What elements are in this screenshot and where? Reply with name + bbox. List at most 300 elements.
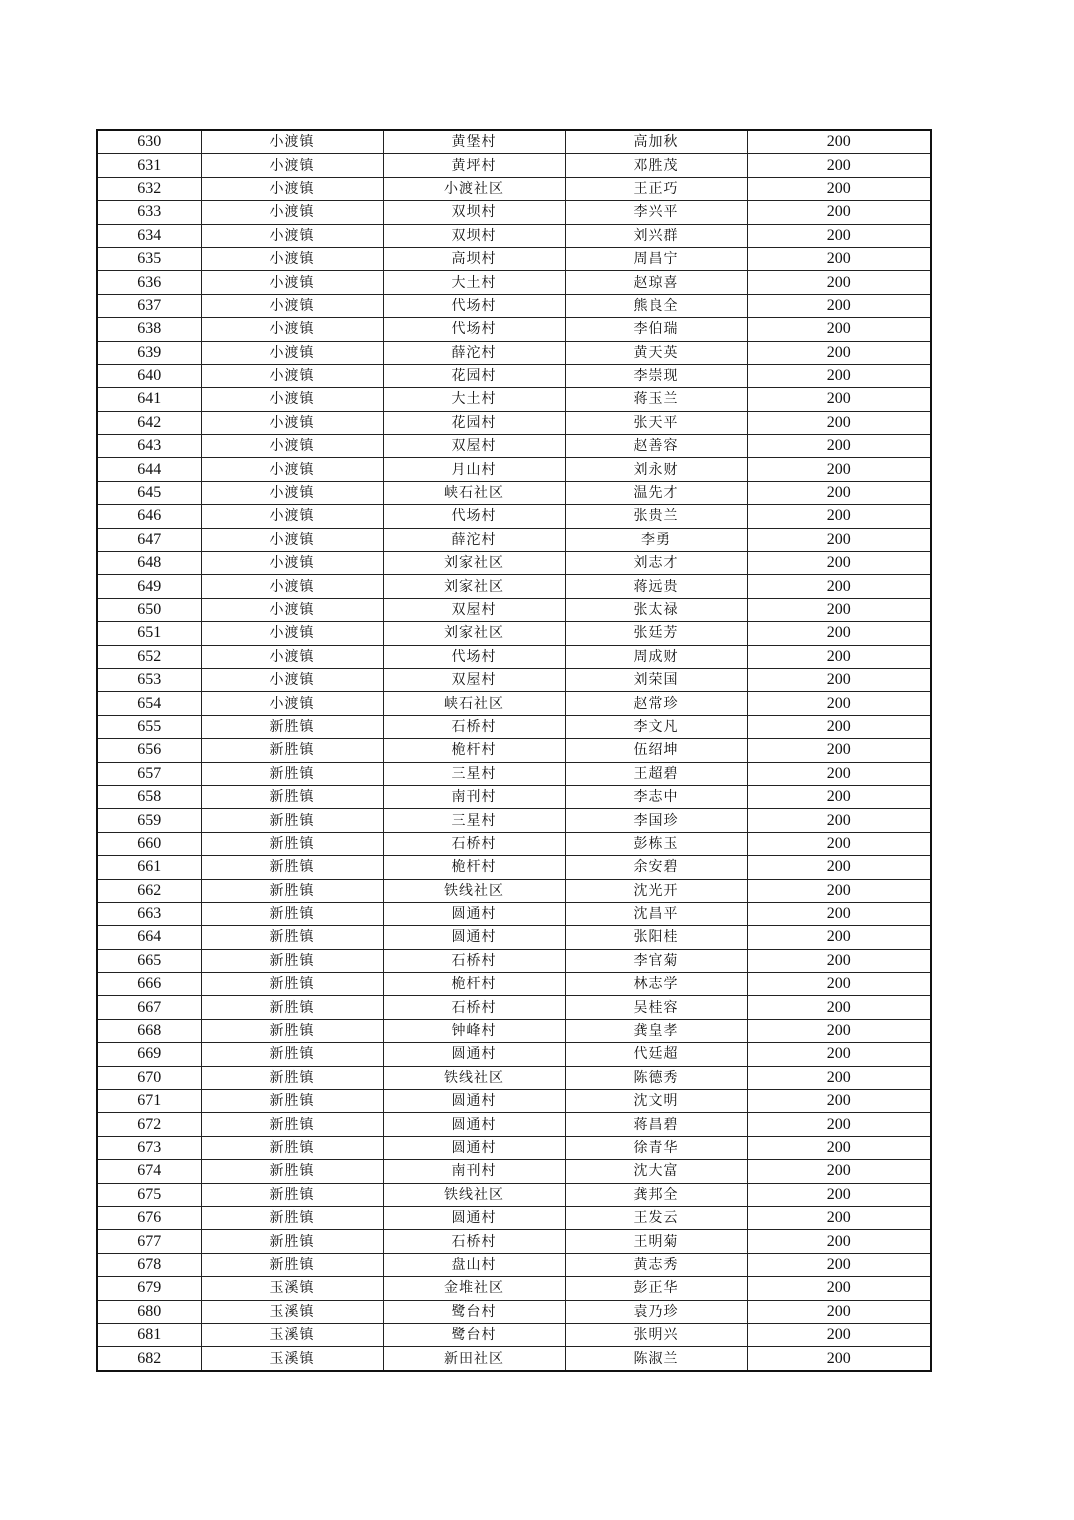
town-cell: 小渡镇 [201,201,383,224]
amount-cell: 200 [747,1160,931,1183]
row-number-cell: 676 [97,1206,201,1229]
village-cell: 刘家社区 [383,575,565,598]
amount-cell: 200 [747,739,931,762]
row-number-cell: 637 [97,294,201,317]
table-row [97,598,931,621]
table-row [97,1206,931,1229]
town-cell: 玉溪镇 [201,1277,383,1300]
amount-cell: 200 [747,856,931,879]
amount-cell: 200 [747,1019,931,1042]
row-number-cell: 638 [97,318,201,341]
row-number-cell: 636 [97,271,201,294]
amount-cell: 200 [747,996,931,1019]
table-row [97,1136,931,1159]
village-cell: 月山村 [383,458,565,481]
town-cell: 新胜镇 [201,1113,383,1136]
town-cell: 新胜镇 [201,1090,383,1113]
town-cell: 小渡镇 [201,318,383,341]
name-cell: 周成财 [565,645,747,668]
amount-cell: 200 [747,785,931,808]
table-row [97,973,931,996]
row-number-cell: 666 [97,973,201,996]
town-cell: 小渡镇 [201,411,383,434]
name-cell: 李崇现 [565,364,747,387]
village-cell: 大土村 [383,388,565,411]
town-cell: 小渡镇 [201,154,383,177]
table-row [97,856,931,879]
table-row [97,1323,931,1346]
amount-cell: 200 [747,505,931,528]
table-row [97,668,931,691]
row-number-cell: 652 [97,645,201,668]
village-cell: 双坝村 [383,201,565,224]
town-cell: 新胜镇 [201,973,383,996]
table-row [97,1183,931,1206]
village-cell: 黄坪村 [383,154,565,177]
name-cell: 龚皇孝 [565,1019,747,1042]
table-row [97,715,931,738]
amount-cell: 200 [747,458,931,481]
table-row [97,294,931,317]
table-row [97,154,931,177]
village-cell: 峡石社区 [383,692,565,715]
amount-cell: 200 [747,224,931,247]
name-cell: 沈大富 [565,1160,747,1183]
row-number-cell: 657 [97,762,201,785]
village-cell: 大土村 [383,271,565,294]
table-row [97,271,931,294]
name-cell: 沈文明 [565,1090,747,1113]
amount-cell: 200 [747,294,931,317]
table-row [97,575,931,598]
village-cell: 南刊村 [383,1160,565,1183]
village-cell: 三星村 [383,809,565,832]
name-cell: 张太禄 [565,598,747,621]
town-cell: 新胜镇 [201,809,383,832]
village-cell: 代场村 [383,505,565,528]
amount-cell: 200 [747,364,931,387]
town-cell: 新胜镇 [201,902,383,925]
row-number-cell: 654 [97,692,201,715]
row-number-cell: 681 [97,1323,201,1346]
village-cell: 花园村 [383,364,565,387]
name-cell: 赵常珍 [565,692,747,715]
amount-cell: 200 [747,1300,931,1323]
village-cell: 刘家社区 [383,552,565,575]
town-cell: 新胜镇 [201,785,383,808]
table-row [97,949,931,972]
amount-cell: 200 [747,645,931,668]
row-number-cell: 641 [97,388,201,411]
name-cell: 王超碧 [565,762,747,785]
row-number-cell: 659 [97,809,201,832]
table-row [97,1230,931,1253]
row-number-cell: 673 [97,1136,201,1159]
amount-cell: 200 [747,1090,931,1113]
town-cell: 小渡镇 [201,341,383,364]
village-cell: 桅杆村 [383,856,565,879]
row-number-cell: 639 [97,341,201,364]
name-cell: 龚邦全 [565,1183,747,1206]
village-cell: 新田社区 [383,1347,565,1371]
amount-cell: 200 [747,552,931,575]
name-cell: 王发云 [565,1206,747,1229]
document-table-container [96,129,930,1372]
town-cell: 新胜镇 [201,715,383,738]
row-number-cell: 678 [97,1253,201,1276]
table-row [97,458,931,481]
amount-cell: 200 [747,154,931,177]
table-row [97,739,931,762]
village-cell: 代场村 [383,294,565,317]
amount-cell: 200 [747,341,931,364]
name-cell: 黄志秀 [565,1253,747,1276]
village-cell: 钟峰村 [383,1019,565,1042]
name-cell: 李兴平 [565,201,747,224]
town-cell: 新胜镇 [201,832,383,855]
row-number-cell: 665 [97,949,201,972]
name-cell: 张明兴 [565,1323,747,1346]
village-cell: 代场村 [383,318,565,341]
name-cell: 温先才 [565,481,747,504]
table-row [97,201,931,224]
town-cell: 玉溪镇 [201,1323,383,1346]
amount-cell: 200 [747,926,931,949]
village-cell: 圆通村 [383,1043,565,1066]
name-cell: 陈淑兰 [565,1347,747,1371]
town-cell: 新胜镇 [201,996,383,1019]
village-cell: 桅杆村 [383,739,565,762]
row-number-cell: 645 [97,481,201,504]
table-row [97,809,931,832]
table-row [97,224,931,247]
table-row [97,505,931,528]
row-number-cell: 631 [97,154,201,177]
table-row [97,1277,931,1300]
town-cell: 小渡镇 [201,668,383,691]
row-number-cell: 632 [97,177,201,200]
village-cell: 石桥村 [383,996,565,1019]
amount-cell: 200 [747,973,931,996]
table-row [97,318,931,341]
subsidy-list-table [96,129,932,1372]
amount-cell: 200 [747,1113,931,1136]
village-cell: 铁线社区 [383,879,565,902]
table-row [97,926,931,949]
town-cell: 小渡镇 [201,692,383,715]
row-number-cell: 643 [97,435,201,458]
name-cell: 蒋玉兰 [565,388,747,411]
amount-cell: 200 [747,388,931,411]
name-cell: 徐青华 [565,1136,747,1159]
name-cell: 王明菊 [565,1230,747,1253]
amount-cell: 200 [747,201,931,224]
table-row [97,435,931,458]
table-row [97,1300,931,1323]
table-row [97,177,931,200]
village-cell: 圆通村 [383,1206,565,1229]
table-row [97,879,931,902]
village-cell: 金堆社区 [383,1277,565,1300]
table-row [97,1019,931,1042]
row-number-cell: 651 [97,622,201,645]
amount-cell: 200 [747,1043,931,1066]
name-cell: 李伯瑞 [565,318,747,341]
town-cell: 玉溪镇 [201,1300,383,1323]
town-cell: 小渡镇 [201,294,383,317]
name-cell: 张廷芳 [565,622,747,645]
row-number-cell: 662 [97,879,201,902]
row-number-cell: 660 [97,832,201,855]
name-cell: 李国珍 [565,809,747,832]
amount-cell: 200 [747,575,931,598]
village-cell: 小渡社区 [383,177,565,200]
row-number-cell: 672 [97,1113,201,1136]
amount-cell: 200 [747,318,931,341]
town-cell: 新胜镇 [201,1230,383,1253]
row-number-cell: 656 [97,739,201,762]
town-cell: 新胜镇 [201,1066,383,1089]
town-cell: 新胜镇 [201,856,383,879]
village-cell: 刘家社区 [383,622,565,645]
table-body [97,130,931,1371]
amount-cell: 200 [747,130,931,154]
name-cell: 张贵兰 [565,505,747,528]
town-cell: 小渡镇 [201,247,383,270]
amount-cell: 200 [747,1253,931,1276]
name-cell: 沈光开 [565,879,747,902]
town-cell: 小渡镇 [201,458,383,481]
row-number-cell: 658 [97,785,201,808]
town-cell: 小渡镇 [201,622,383,645]
row-number-cell: 646 [97,505,201,528]
table-row [97,1043,931,1066]
village-cell: 峡石社区 [383,481,565,504]
village-cell: 石桥村 [383,715,565,738]
town-cell: 小渡镇 [201,388,383,411]
row-number-cell: 677 [97,1230,201,1253]
name-cell: 张阳桂 [565,926,747,949]
name-cell: 陈德秀 [565,1066,747,1089]
row-number-cell: 630 [97,130,201,154]
amount-cell: 200 [747,1230,931,1253]
name-cell: 蒋远贵 [565,575,747,598]
amount-cell: 200 [747,247,931,270]
town-cell: 新胜镇 [201,949,383,972]
table-row [97,528,931,551]
name-cell: 袁乃珍 [565,1300,747,1323]
village-cell: 薛沱村 [383,528,565,551]
table-row [97,762,931,785]
row-number-cell: 649 [97,575,201,598]
table-row [97,1347,931,1371]
row-number-cell: 655 [97,715,201,738]
table-row [97,1090,931,1113]
amount-cell: 200 [747,879,931,902]
amount-cell: 200 [747,949,931,972]
table-row [97,832,931,855]
name-cell: 蒋昌碧 [565,1113,747,1136]
row-number-cell: 635 [97,247,201,270]
village-cell: 高坝村 [383,247,565,270]
amount-cell: 200 [747,809,931,832]
village-cell: 圆通村 [383,1136,565,1159]
row-number-cell: 664 [97,926,201,949]
row-number-cell: 671 [97,1090,201,1113]
row-number-cell: 648 [97,552,201,575]
table-row [97,996,931,1019]
amount-cell: 200 [747,1206,931,1229]
name-cell: 林志学 [565,973,747,996]
amount-cell: 200 [747,435,931,458]
table-row [97,388,931,411]
town-cell: 小渡镇 [201,645,383,668]
name-cell: 李志中 [565,785,747,808]
village-cell: 石桥村 [383,949,565,972]
name-cell: 周昌宁 [565,247,747,270]
village-cell: 圆通村 [383,1113,565,1136]
name-cell: 刘兴群 [565,224,747,247]
row-number-cell: 640 [97,364,201,387]
row-number-cell: 670 [97,1066,201,1089]
row-number-cell: 644 [97,458,201,481]
name-cell: 余安碧 [565,856,747,879]
name-cell: 刘永财 [565,458,747,481]
name-cell: 代廷超 [565,1043,747,1066]
amount-cell: 200 [747,271,931,294]
table-row [97,481,931,504]
table-row [97,785,931,808]
town-cell: 小渡镇 [201,598,383,621]
name-cell: 刘志才 [565,552,747,575]
village-cell: 黄堡村 [383,130,565,154]
name-cell: 李官菊 [565,949,747,972]
row-number-cell: 669 [97,1043,201,1066]
name-cell: 伍绍坤 [565,739,747,762]
table-row [97,1160,931,1183]
amount-cell: 200 [747,1323,931,1346]
amount-cell: 200 [747,1277,931,1300]
amount-cell: 200 [747,902,931,925]
amount-cell: 200 [747,411,931,434]
name-cell: 王正巧 [565,177,747,200]
row-number-cell: 633 [97,201,201,224]
table-row [97,411,931,434]
town-cell: 小渡镇 [201,575,383,598]
name-cell: 熊良全 [565,294,747,317]
amount-cell: 200 [747,668,931,691]
village-cell: 代场村 [383,645,565,668]
name-cell: 沈昌平 [565,902,747,925]
village-cell: 双屋村 [383,668,565,691]
village-cell: 桅杆村 [383,973,565,996]
name-cell: 高加秋 [565,130,747,154]
town-cell: 小渡镇 [201,130,383,154]
town-cell: 新胜镇 [201,739,383,762]
amount-cell: 200 [747,832,931,855]
town-cell: 新胜镇 [201,1043,383,1066]
row-number-cell: 634 [97,224,201,247]
village-cell: 鹭台村 [383,1323,565,1346]
table-row [97,247,931,270]
village-cell: 薛沱村 [383,341,565,364]
row-number-cell: 679 [97,1277,201,1300]
village-cell: 铁线社区 [383,1066,565,1089]
table-row [97,364,931,387]
table-row [97,1066,931,1089]
table-row [97,622,931,645]
town-cell: 小渡镇 [201,177,383,200]
village-cell: 双屋村 [383,435,565,458]
row-number-cell: 647 [97,528,201,551]
name-cell: 黄天英 [565,341,747,364]
table-row [97,645,931,668]
town-cell: 新胜镇 [201,1206,383,1229]
table-row [97,1113,931,1136]
town-cell: 新胜镇 [201,1136,383,1159]
town-cell: 小渡镇 [201,364,383,387]
amount-cell: 200 [747,622,931,645]
name-cell: 邓胜茂 [565,154,747,177]
name-cell: 吴桂容 [565,996,747,1019]
town-cell: 新胜镇 [201,1253,383,1276]
table-row [97,1253,931,1276]
village-cell: 石桥村 [383,832,565,855]
row-number-cell: 642 [97,411,201,434]
table-row [97,902,931,925]
amount-cell: 200 [747,715,931,738]
town-cell: 新胜镇 [201,1160,383,1183]
name-cell: 赵琼喜 [565,271,747,294]
name-cell: 刘荣国 [565,668,747,691]
village-cell: 鹭台村 [383,1300,565,1323]
village-cell: 双屋村 [383,598,565,621]
amount-cell: 200 [747,1066,931,1089]
village-cell: 盘山村 [383,1253,565,1276]
name-cell: 李勇 [565,528,747,551]
village-cell: 南刊村 [383,785,565,808]
row-number-cell: 663 [97,902,201,925]
table-row [97,130,931,154]
amount-cell: 200 [747,1136,931,1159]
village-cell: 圆通村 [383,926,565,949]
amount-cell: 200 [747,1183,931,1206]
town-cell: 新胜镇 [201,879,383,902]
village-cell: 铁线社区 [383,1183,565,1206]
amount-cell: 200 [747,1347,931,1371]
name-cell: 张天平 [565,411,747,434]
row-number-cell: 680 [97,1300,201,1323]
town-cell: 小渡镇 [201,505,383,528]
village-cell: 双坝村 [383,224,565,247]
amount-cell: 200 [747,528,931,551]
row-number-cell: 682 [97,1347,201,1371]
village-cell: 圆通村 [383,902,565,925]
village-cell: 三星村 [383,762,565,785]
town-cell: 小渡镇 [201,552,383,575]
row-number-cell: 650 [97,598,201,621]
row-number-cell: 653 [97,668,201,691]
town-cell: 小渡镇 [201,528,383,551]
town-cell: 新胜镇 [201,762,383,785]
amount-cell: 200 [747,598,931,621]
town-cell: 小渡镇 [201,224,383,247]
town-cell: 玉溪镇 [201,1347,383,1371]
row-number-cell: 674 [97,1160,201,1183]
name-cell: 李文凡 [565,715,747,738]
town-cell: 小渡镇 [201,481,383,504]
town-cell: 新胜镇 [201,1019,383,1042]
